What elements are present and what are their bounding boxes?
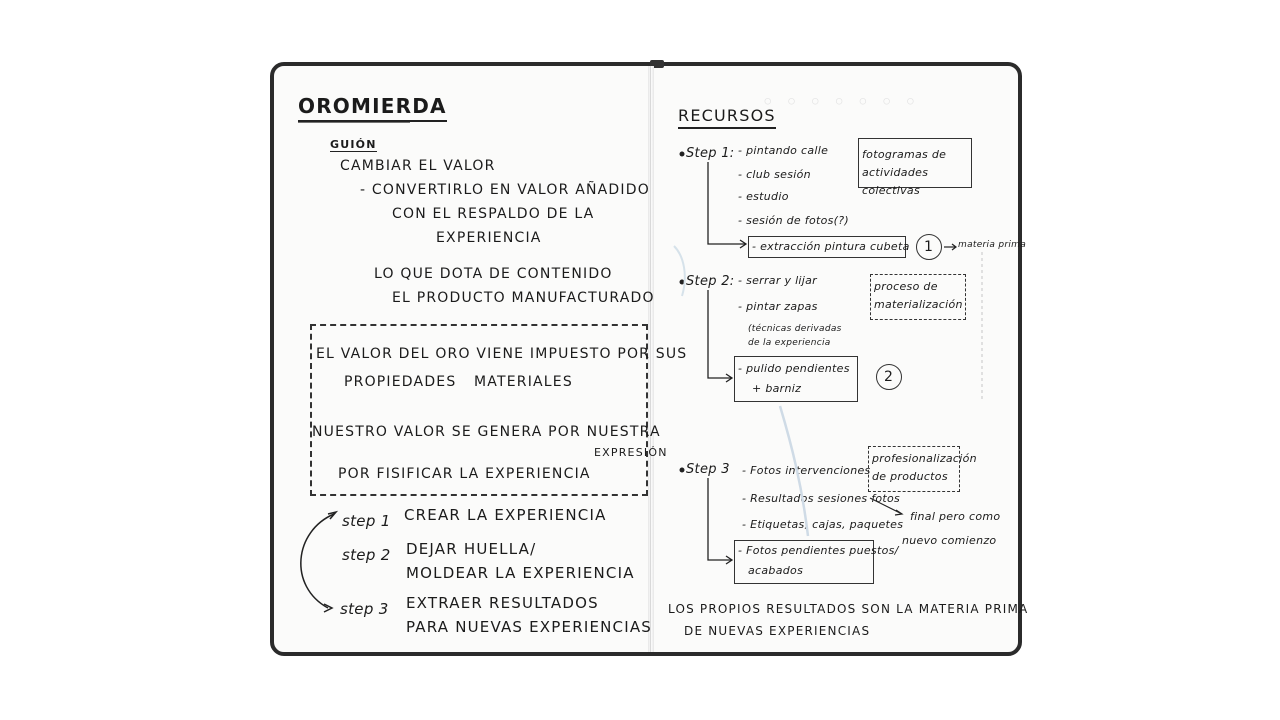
step-text: PARA NUEVAS EXPERIENCIAS — [406, 618, 653, 636]
step-text: MOLDEAR LA EXPERIENCIA — [406, 564, 635, 582]
flow-arrows — [652, 66, 1018, 660]
result-text: - extracción pintura cubeta — [752, 240, 910, 253]
step-item: - sesión de fotos(?) — [738, 214, 849, 227]
note-text: fotogramas de actividades colectivas — [862, 148, 947, 197]
box-line: MATERIALES — [474, 374, 573, 390]
result-text: + barniz — [752, 382, 802, 395]
step-label: Step 2: — [686, 274, 735, 289]
notebook — [270, 62, 1029, 656]
result-text: - pulido pendientes — [738, 362, 850, 375]
conclusion-line: DE NUEVAS EXPERIENCIAS — [684, 624, 871, 638]
resources-title: RECURSOS — [678, 106, 776, 129]
step-item: (técnicas derivadas de la experiencia — [748, 324, 842, 348]
step-number: 1 — [916, 234, 942, 260]
script-line: LO QUE DOTA DE CONTENIDO — [374, 266, 613, 282]
box-line: NUESTRO VALOR SE GENERA POR NUESTRA — [312, 424, 661, 440]
script-line: EXPERIENCIA — [436, 230, 542, 246]
guion-heading: GUIÓN — [330, 138, 377, 151]
note-text: proceso de materialización — [874, 280, 963, 311]
bleed-through-text: ◦ ◦ ◦ ◦ ◦ ◦ ◦ — [762, 92, 920, 113]
step-text: CREAR LA EXPERIENCIA — [404, 506, 607, 524]
step-label: Step 3 — [686, 462, 730, 477]
step-item: - pintar zapas — [738, 300, 818, 313]
step-item: - Etiquetas, cajas, paquetes — [742, 518, 904, 531]
step-item: - club sesión — [738, 168, 811, 181]
step-label: step 3 — [340, 600, 389, 618]
box-line: EL VALOR DEL ORO VIENE IMPUESTO POR SUS — [316, 346, 688, 362]
cycle-arrow-drawing — [274, 66, 653, 660]
right-page — [652, 66, 1029, 652]
step-label: step 2 — [342, 546, 391, 564]
note-text: profesionalización de productos — [872, 452, 977, 483]
side-note: nuevo comienzo — [902, 534, 997, 547]
step-number: 2 — [876, 364, 902, 390]
script-line: EL PRODUCTO MANUFACTURADO — [392, 290, 655, 306]
script-line: - CONVERTIRLO EN VALOR AÑADIDO — [360, 182, 650, 198]
script-line: CAMBIAR EL VALOR — [340, 158, 496, 174]
step-label: Step 1: — [686, 146, 735, 161]
script-line: CON EL RESPALDO DE LA — [392, 206, 595, 222]
left-page — [274, 66, 688, 652]
conclusion-line: LOS PROPIOS RESULTADOS SON LA MATERIA PRIMA — [668, 602, 1029, 616]
box-line: POR FISIFICAR LA EXPERIENCIA — [338, 466, 591, 482]
step-item: - Resultados sesiones fotos — [742, 492, 901, 505]
page-title: OROMIERDA — [298, 94, 447, 122]
result-text: acabados — [748, 564, 804, 577]
step-text: DEJAR HUELLA/ — [406, 540, 537, 558]
side-note: final pero como — [910, 510, 1001, 523]
result-text: - Fotos pendientes puestos/ — [738, 544, 899, 557]
box-line: PROPIEDADES — [344, 374, 457, 390]
box-line: EXPRESIÓN — [594, 446, 668, 459]
arrow-note: materia prima — [958, 240, 1027, 250]
step-item: - estudio — [738, 190, 789, 203]
step-item: - serrar y lijar — [738, 274, 818, 287]
step-label: step 1 — [342, 512, 391, 530]
step-text: EXTRAER RESULTADOS — [406, 594, 599, 612]
step-item: - pintando calle — [738, 144, 829, 157]
step-item: - Fotos intervenciones — [742, 464, 871, 477]
